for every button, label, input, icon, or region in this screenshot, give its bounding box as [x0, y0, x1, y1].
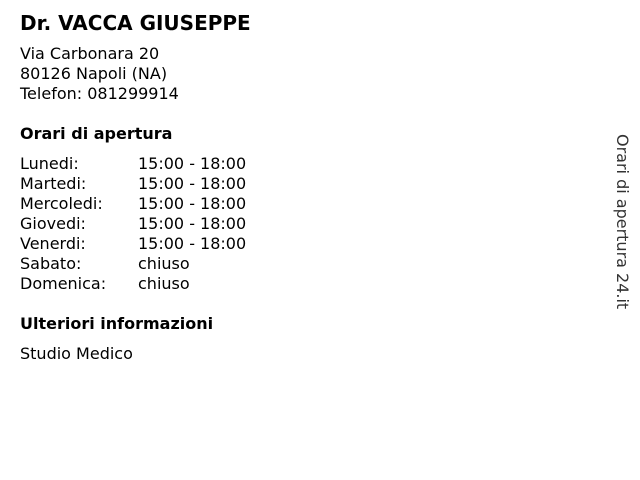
further-info-text: Studio Medico — [20, 344, 133, 363]
hours-row-wednesday — [20, 194, 246, 214]
address-block — [20, 44, 179, 104]
hours-day: Lunedi: — [20, 154, 79, 173]
street-address: Via Carbonara 20 — [20, 44, 160, 63]
hours-row-thursday — [20, 214, 246, 234]
hours-time: 15:00 - 18:00 — [138, 234, 247, 253]
hours-row-friday — [20, 234, 246, 254]
hours-time: 15:00 - 18:00 — [138, 214, 247, 233]
hours-time: chiuso — [138, 254, 190, 273]
hours-day: Venerdi: — [20, 234, 86, 253]
city-address: 80126 Napoli (NA) — [20, 64, 168, 83]
hours-row-sunday — [20, 274, 246, 294]
hours-row-tuesday — [20, 174, 246, 194]
hours-row-monday — [20, 154, 246, 174]
hours-day: Giovedi: — [20, 214, 86, 233]
hours-day: Domenica: — [20, 274, 107, 293]
hours-day: Martedi: — [20, 174, 87, 193]
hours-day: Mercoledi: — [20, 194, 103, 213]
hours-day: Sabato: — [20, 254, 82, 273]
hours-time: 15:00 - 18:00 — [138, 174, 247, 193]
hours-time: 15:00 - 18:00 — [138, 194, 247, 213]
phone-number: Telefon: 081299914 — [20, 84, 179, 103]
hours-time: chiuso — [138, 274, 190, 293]
further-info-heading: Ulteriori informazioni — [20, 314, 214, 333]
site-watermark: Orari di apertura 24.it — [613, 134, 632, 310]
opening-hours-table — [20, 154, 246, 294]
opening-hours-heading: Orari di apertura — [20, 124, 173, 143]
hours-row-saturday — [20, 254, 246, 274]
business-name: Dr. VACCA GIUSEPPE — [20, 11, 251, 35]
hours-time: 15:00 - 18:00 — [138, 154, 247, 173]
